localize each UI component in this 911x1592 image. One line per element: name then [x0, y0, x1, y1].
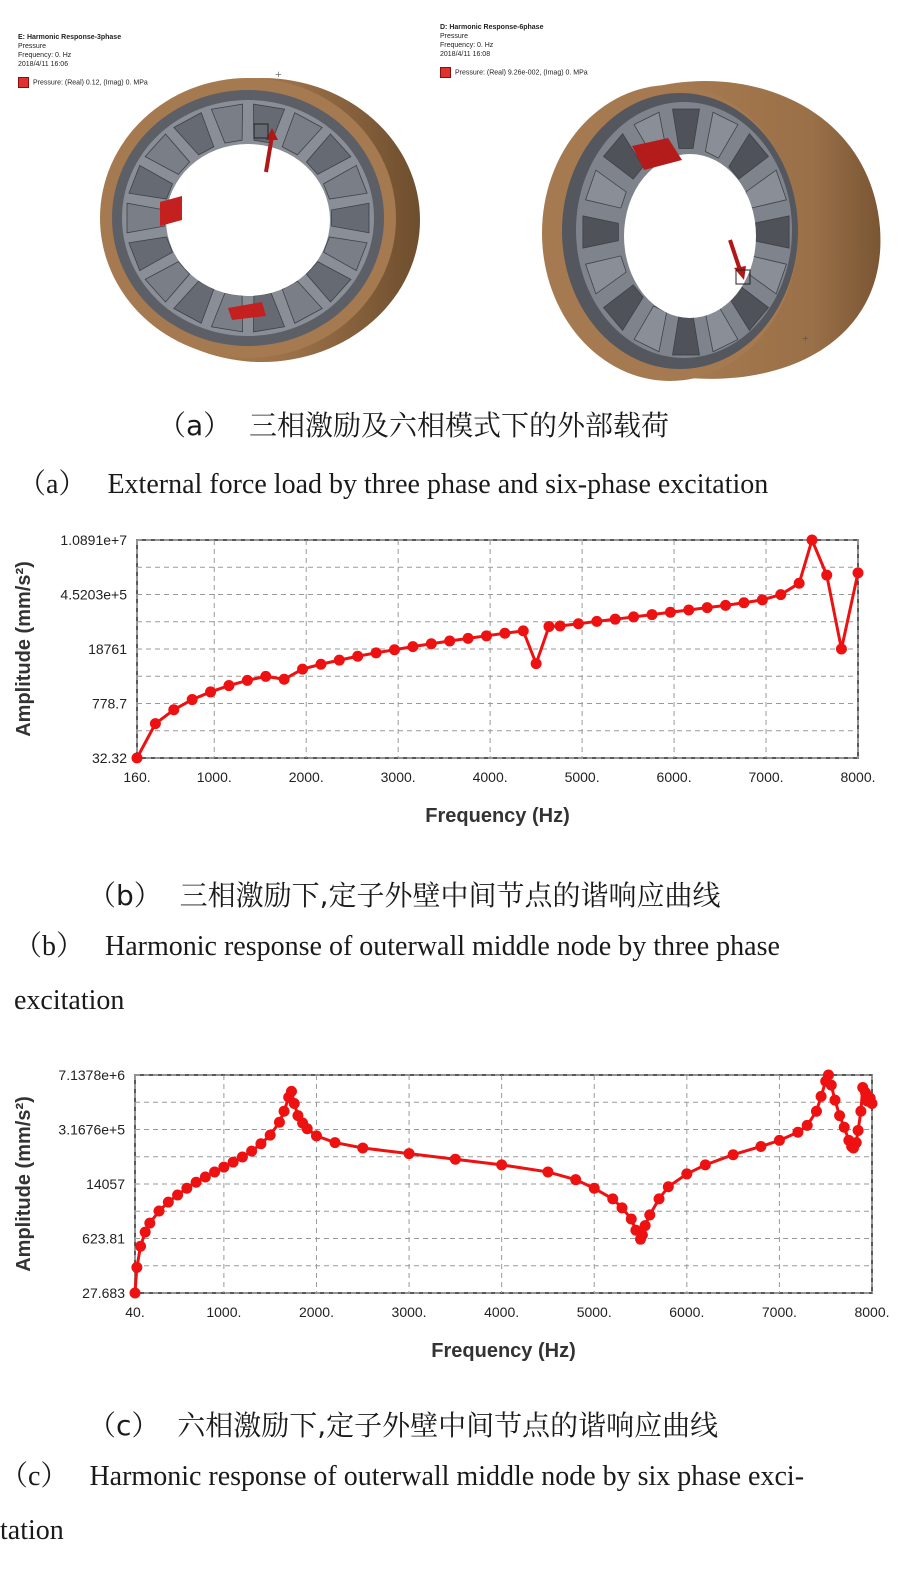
- data-point: [242, 675, 253, 686]
- x-tick-label: 7000.: [748, 769, 784, 785]
- left-model-legend-text: Pressure: (Real) 0.12, (Imag) 0. MPa: [33, 79, 148, 87]
- y-axis-label: Amplitude (mm/s²): [13, 561, 35, 737]
- chart-six-phase: [0, 1055, 911, 1390]
- data-point: [792, 1127, 803, 1138]
- data-point: [209, 1166, 220, 1177]
- data-point: [237, 1151, 248, 1162]
- left-model-title: E: Harmonic Response-3phase: [18, 34, 122, 41]
- data-point: [223, 680, 234, 691]
- data-point: [607, 1193, 618, 1204]
- data-point: [647, 609, 658, 620]
- data-point: [286, 1086, 297, 1097]
- data-point: [823, 1070, 834, 1081]
- y-tick-label: 778.7: [91, 695, 127, 712]
- caption-c-cn-label: （c）: [88, 1409, 160, 1442]
- data-point: [297, 664, 308, 675]
- data-point: [544, 621, 555, 632]
- caption-c-cn-text: 六相激励下,定子外壁中间节点的谐响应曲线: [177, 1409, 719, 1442]
- caption-b-en-line1: [14, 920, 904, 974]
- x-tick-label: 5000.: [564, 769, 600, 785]
- data-point: [329, 1137, 340, 1148]
- x-axis-label: Frequency (Hz): [431, 1340, 576, 1362]
- data-point: [802, 1120, 813, 1131]
- data-point: [855, 1106, 866, 1117]
- x-tick-label: 6000.: [656, 769, 692, 785]
- data-point: [628, 611, 639, 622]
- data-point: [181, 1183, 192, 1194]
- data-point: [187, 694, 198, 705]
- x-tick-label: 3000.: [380, 769, 416, 785]
- data-point: [757, 594, 768, 605]
- left-model-timestamp: 2018/4/11 16:06: [18, 61, 69, 68]
- data-point: [444, 635, 455, 646]
- data-point: [246, 1146, 257, 1157]
- right-model-legend-text: Pressure: (Real) 9.26e-002, (Imag) 0. MPa: [455, 69, 588, 77]
- y-tick-label: 7.1378e+6: [58, 1067, 125, 1083]
- x-tick-label: 4000.: [484, 1304, 520, 1320]
- data-point: [144, 1218, 155, 1229]
- caption-a-en-label: （a）: [18, 469, 87, 500]
- data-point: [826, 1080, 837, 1091]
- caption-a-english: [18, 462, 768, 502]
- data-point: [683, 604, 694, 615]
- x-tick-label: 4000.: [472, 769, 508, 785]
- data-point: [228, 1157, 239, 1168]
- data-point: [172, 1189, 183, 1200]
- data-point: [811, 1106, 822, 1117]
- caption-c-english: [0, 1450, 905, 1558]
- x-tick-label: 8000.: [854, 1304, 890, 1320]
- data-point: [389, 644, 400, 655]
- x-tick-label: 160.: [123, 769, 151, 785]
- caption-b-en-text-2: excitation: [14, 985, 125, 1016]
- data-point: [334, 655, 345, 666]
- caption-c-chinese: [88, 1404, 718, 1444]
- data-point: [591, 616, 602, 627]
- right-model-title: D: Harmonic Response-6phase: [440, 24, 544, 31]
- data-point: [555, 620, 566, 631]
- data-point: [191, 1177, 202, 1188]
- data-point: [357, 1143, 368, 1154]
- data-point: [720, 600, 731, 611]
- data-point: [168, 704, 179, 715]
- data-point: [274, 1117, 285, 1128]
- data-point: [700, 1159, 711, 1170]
- x-axis-label: Frequency (Hz): [425, 805, 570, 827]
- data-point: [518, 625, 529, 636]
- data-point: [200, 1171, 211, 1182]
- x-tick-label: 8000.: [840, 769, 876, 785]
- data-point: [702, 602, 713, 613]
- x-tick-label: 2000.: [288, 769, 324, 785]
- data-point: [637, 1230, 648, 1241]
- data-point: [644, 1209, 655, 1220]
- y-tick-label: 32.32: [91, 750, 127, 766]
- y-tick-label: 18761: [88, 641, 127, 657]
- data-point: [265, 1130, 276, 1141]
- data-point: [640, 1220, 651, 1231]
- data-point: [867, 1098, 878, 1109]
- caption-c-en-text-2: tation: [0, 1515, 64, 1546]
- x-tick-label: 6000.: [669, 1304, 705, 1320]
- x-tick-label: 1000.: [196, 769, 232, 785]
- data-point: [499, 628, 510, 639]
- data-point: [853, 567, 864, 578]
- y-axis-label: Amplitude (mm/s²): [13, 1096, 35, 1272]
- chart-three-phase: [0, 520, 911, 855]
- right-model-result-type: Pressure: [440, 33, 469, 40]
- data-point: [426, 638, 437, 649]
- data-point: [610, 614, 621, 625]
- data-point: [311, 1130, 322, 1141]
- data-point: [279, 674, 290, 685]
- data-point: [816, 1091, 827, 1102]
- stator-model-3phase-image: [90, 70, 430, 380]
- data-point: [154, 1206, 165, 1217]
- data-point: [404, 1148, 415, 1159]
- data-point: [218, 1162, 229, 1173]
- data-point: [135, 1241, 146, 1252]
- x-tick-label: 2000.: [298, 1304, 334, 1320]
- svg-text:+: +: [802, 331, 809, 345]
- data-point: [205, 686, 216, 697]
- data-point: [829, 1095, 840, 1106]
- data-point: [279, 1106, 290, 1117]
- caption-c-en-label: （c）: [0, 1461, 69, 1492]
- left-model-frequency: Frequency: 0. Hz: [18, 52, 72, 59]
- data-point: [681, 1168, 692, 1179]
- caption-b-english: [14, 920, 904, 1028]
- data-point: [794, 578, 805, 589]
- data-point: [570, 1174, 581, 1185]
- x-tick-label: 3000.: [391, 1304, 427, 1320]
- data-point: [853, 1125, 864, 1136]
- data-point: [302, 1123, 313, 1134]
- data-point: [255, 1138, 266, 1149]
- panel-a: [0, 0, 911, 400]
- y-tick-label: 27.683: [82, 1285, 125, 1301]
- data-point: [821, 570, 832, 581]
- data-point: [371, 647, 382, 658]
- y-tick-label: 14057: [86, 1176, 125, 1192]
- data-point: [589, 1183, 600, 1194]
- data-point: [132, 753, 143, 764]
- data-point: [663, 1181, 674, 1192]
- y-tick-label: 623.81: [82, 1230, 125, 1247]
- data-point: [617, 1202, 628, 1213]
- caption-a-cn-label: （a）: [158, 409, 232, 442]
- data-point: [665, 607, 676, 618]
- caption-c-en-line1: [0, 1450, 905, 1504]
- caption-b-en-label: （b）: [14, 931, 85, 962]
- data-point: [150, 718, 161, 729]
- caption-a-chinese: [158, 404, 669, 444]
- x-tick-label: 1000.: [206, 1304, 242, 1320]
- data-point: [352, 651, 363, 662]
- data-point: [836, 644, 847, 655]
- data-point: [289, 1098, 300, 1109]
- y-tick-label: 4.5203e+5: [60, 586, 127, 603]
- x-tick-label: 5000.: [576, 1304, 612, 1320]
- caption-b-cn-label: （b）: [88, 879, 162, 912]
- data-point: [738, 597, 749, 608]
- svg-text:+: +: [275, 70, 282, 81]
- right-model-frequency: Frequency: 0. Hz: [440, 42, 494, 49]
- data-point: [130, 1288, 141, 1299]
- data-point: [407, 641, 418, 652]
- data-point: [542, 1166, 553, 1177]
- data-point: [807, 535, 818, 546]
- data-point: [851, 1137, 862, 1148]
- caption-b-chinese: [88, 874, 721, 914]
- data-point: [260, 671, 271, 682]
- data-point: [775, 589, 786, 600]
- data-point: [450, 1154, 461, 1165]
- caption-b-cn-text: 三相激励下,定子外壁中间节点的谐响应曲线: [179, 879, 721, 912]
- data-point: [839, 1122, 850, 1133]
- x-tick-label: 7000.: [761, 1304, 797, 1320]
- right-model-timestamp: 2018/4/11 16:08: [440, 51, 491, 58]
- data-point: [834, 1110, 845, 1121]
- data-point: [463, 633, 474, 644]
- y-tick-label: 3.1676e+5: [58, 1121, 125, 1138]
- stator-model-6phase-image: [540, 68, 900, 388]
- data-point: [315, 659, 326, 670]
- data-point: [626, 1214, 637, 1225]
- x-tick-label: 40.: [125, 1304, 145, 1320]
- legend-swatch-icon: [18, 77, 29, 88]
- data-point: [496, 1159, 507, 1170]
- data-point: [131, 1262, 142, 1273]
- caption-a-en-text: External force load by three phase and six-phase excitation: [107, 469, 769, 500]
- data-point: [654, 1193, 665, 1204]
- data-point: [531, 658, 542, 669]
- y-tick-label: 1.0891e+7: [60, 532, 127, 548]
- data-point: [755, 1141, 766, 1152]
- caption-b-en-text-1: Harmonic response of outerwall middle node by three phase: [105, 931, 780, 962]
- data-point: [163, 1197, 174, 1208]
- left-model-result-type: Pressure: [18, 43, 47, 50]
- data-point: [481, 630, 492, 641]
- data-point: [774, 1135, 785, 1146]
- data-point: [573, 618, 584, 629]
- caption-c-en-text-1: Harmonic response of outerwall middle node by six phase exci-: [89, 1461, 805, 1492]
- caption-a-cn-text: 三相激励及六相模式下的外部载荷: [248, 409, 669, 442]
- legend-swatch-icon: [440, 67, 451, 78]
- data-point: [728, 1149, 739, 1160]
